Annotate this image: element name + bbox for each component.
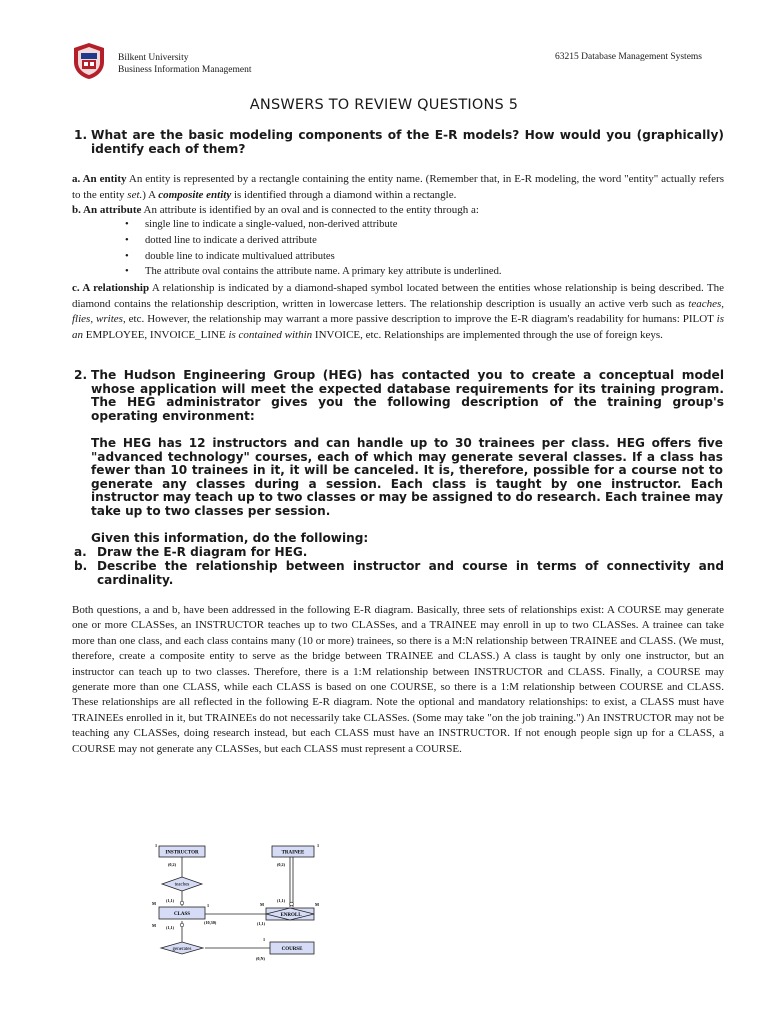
attribute-bullet: • single line to indicate a single-valued, non-derived attribute <box>125 219 398 230</box>
entity-enroll-label: ENROLL <box>280 913 302 918</box>
card-instructor: (0,2) <box>168 862 177 867</box>
question-2-item-b: b. Describe the relationship between instructor and course in terms of connectivity and cardinality. <box>74 559 724 587</box>
optional-circle-icon <box>180 901 184 905</box>
relationship-text-2: etc. However, the relationship may warrant a more passive description to improve the E-R diagram's readability for humans: PILOT <box>125 313 717 326</box>
attribute-bullet: • double line to indicate multivalued attributes <box>125 251 335 262</box>
entity-label: a. An entity <box>72 173 127 185</box>
relationship-contained: is contained within <box>228 328 313 341</box>
answer-relationship <box>72 281 724 343</box>
er-diagram <box>150 840 330 965</box>
entity-text-3: is identified through a diamond within a rectangle. <box>231 188 457 201</box>
relationship-text-4: INVOICE, etc. Relationships are implemented through the use of foreign keys. <box>312 328 663 341</box>
question-1 <box>74 129 724 156</box>
entity-text-2: ) A <box>142 188 159 201</box>
attribute-bullet: • dotted line to indicate a derived attribute <box>125 235 317 246</box>
question-2-number: 2. <box>74 368 88 382</box>
header-institution <box>118 52 252 76</box>
answer-attribute <box>72 203 724 219</box>
entity-text-1: An entity is represented by a rectangle containing the entity name. (Remember that, in E-R modeling, the word "entity" actually refers to the entity <box>72 173 724 201</box>
question-1-number: 1. <box>74 128 88 142</box>
bullet-icon: • <box>125 266 129 277</box>
bullet-icon: • <box>125 219 129 230</box>
header-university: Bilkent University <box>118 53 189 63</box>
entity-class-label: CLASS <box>173 912 191 917</box>
card-class-many: M <box>152 901 156 906</box>
entity-course-label: COURSE <box>281 947 303 952</box>
card-trainee-one: 1 <box>317 843 320 848</box>
question-2-given: Given this information, do the following: <box>91 531 369 545</box>
card-course: (0,N) <box>256 956 265 961</box>
card-enroll-left: (1,1) <box>257 921 266 926</box>
entity-trainee-label: TRAINEE <box>281 850 305 856</box>
attribute-text: An attribute is identified by an oval and is connected to the entity through a: <box>141 204 479 216</box>
card-instructor-one: 1 <box>155 843 158 848</box>
card-enroll-many-right: M <box>315 902 319 907</box>
card-class-right: (10,30) <box>204 920 217 925</box>
question-2 <box>74 369 724 423</box>
relationship-is-an: is an <box>72 313 724 341</box>
card-enroll-top: (1,1) <box>277 898 286 903</box>
header-course: 63215 Database Management Systems <box>555 52 702 62</box>
optional-circle-icon <box>290 902 294 906</box>
card-enroll-many: M <box>260 902 264 907</box>
entity-instructor-label: INSTRUCTOR <box>165 850 199 856</box>
entity-set-word: set. <box>127 188 143 201</box>
card-class-one: 1 <box>207 903 210 908</box>
answer-entity <box>72 172 724 203</box>
attribute-bullet: • The attribute oval contains the attribute name. A primary key attribute is underlined. <box>125 266 502 277</box>
optional-circle-icon <box>180 923 184 927</box>
relationship-teaches-label: teaches <box>174 882 190 888</box>
card-class-bottom: (1,1) <box>166 925 175 930</box>
relationship-generates-label: generates <box>172 946 192 952</box>
page-title: ANSWERS TO REVIEW QUESTIONS 5 <box>249 97 519 113</box>
card-class-top: (1,1) <box>166 898 175 903</box>
question-2-text: The Hudson Engineering Group (HEG) has contacted you to create a conceptual model whose application will meet the expected database requirements for its training program. The HEG administrator gives you the following description of the training group's operating environment: <box>91 368 724 423</box>
attribute-label: b. An attribute <box>72 204 142 216</box>
relationship-label: c. A relationship <box>72 282 150 294</box>
composite-entity-term: composite entity <box>158 188 232 201</box>
university-logo-icon <box>72 42 106 80</box>
bullet-icon: • <box>125 251 129 262</box>
relationship-verbs: teaches, flies, writes, <box>72 297 724 326</box>
question-2-scenario: The HEG has 12 instructors and can handle up to 30 trainees per class. HEG offers five "advanced technology" courses, each of which may generate several classes. If a class has fewer than 10 trainees in it, it will be canceled. It is, therefore, possible for a course not to generate any classes during a session. Each class is taught by one instructor. Each instructor may teach up to two classes or may be assigned to do research. Each trainee may take up to two classes per session. <box>91 436 723 518</box>
card-course-one: 1 <box>263 937 266 942</box>
question-1-text: What are the basic modeling components of the E-R models? How would you (graphically) identify each of them? <box>91 128 724 156</box>
card-trainee: (0,2) <box>277 862 286 867</box>
card-class-many-bottom: M <box>152 923 156 928</box>
relationship-text-1: A relationship is indicated by a diamond-shaped symbol located between the entities whose relationship is being described. The diamond contains the relationship description, written in lowercase letters. The relationship description is usually an active verb such as <box>72 282 724 310</box>
question-2-item-a: a. Draw the E-R diagram for HEG. <box>74 545 308 559</box>
bullet-icon: • <box>125 235 129 246</box>
header-department: Business Information Management <box>118 65 252 75</box>
answer-paragraph: Both questions, a and b, have been addressed in the following E-R diagram. Basically, three sets of relationships exist: A COURSE may generate one or more CLASSes, an INSTRUCTOR teaches up to two CLASSes, and a TRAINEE may enroll in up to two CLASSes. A trainee can take more than one class, and each class contains many (10 or more) trainees, so there is a M:N relationship between TRAINEE and CLASS. (We must, therefore, create a composite entity to serve as the bridge between TRAINEE and CLASS.) A class is taught by only one instructor, but an instructor can teach up to two classes. Therefore, there is a 1:M relationship between INSTRUCTOR and CLASS. Finally, a COURSE may generate more than one CLASS, while each CLASS is based on one COURSE, so there is a 1:M relationship between COURSE and CLASS. These relationships are all reflected in the following E-R diagram. Note the optional and mandatory relationships: to exist, a CLASS must have TRAINEEs enrolled in it, but TRAINEEs do not necessarily take CLASSes. (Some may take "on the job training.") An INSTRUCTOR may not be teaching any CLASSes, doing research instead, but each CLASS must have an INSTRUCTOR. If not enough people sign up for a CLASS, a COURSE may not generate any CLASSes, but each CLASS must represent a COURSE. <box>72 604 724 755</box>
page-header <box>72 40 702 82</box>
relationship-text-3: EMPLOYEE, INVOICE_LINE <box>83 328 229 341</box>
